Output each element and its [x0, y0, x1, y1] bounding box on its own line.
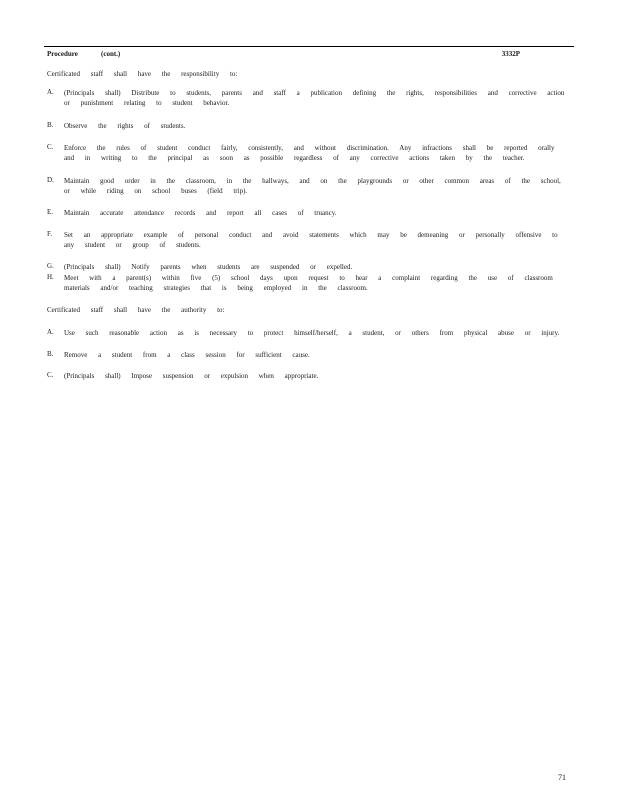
item-label: F. — [47, 230, 53, 238]
item-text: Remove a student from a class session for sufficient cause. — [64, 351, 310, 359]
item-label: A. — [47, 328, 54, 336]
item-label: D. — [47, 176, 54, 184]
item-label: C. — [47, 371, 54, 379]
item-label: G. — [47, 262, 54, 270]
item-text: (Principals shall) Impose suspension or expulsion when appropriate. — [64, 372, 319, 380]
item-text: (Principals shall) Notify parents when students are suspended or expelled. — [64, 263, 353, 271]
header-policy-code: 3332P — [501, 50, 520, 58]
header-procedure: Procedure — [47, 50, 78, 58]
item-label: C. — [47, 143, 54, 151]
item-label: B. — [47, 350, 54, 358]
item-text: Set an appropriate example of personal conduct and avoid statements which may be demeaning or personally offensive to any student or group of students. — [64, 231, 558, 249]
item-label: H. — [47, 273, 54, 281]
item-text: (Principals shall) Distribute to students, parents and staff a publication defining the rights, responsibilities and corrective action or punishment relating to student behavior. — [64, 89, 565, 107]
item-text: Meet with a parent(s) within five (5) school days upon request to hear a complaint regarding the use of classroom materials and/or teaching strategies that is being employed in the classroom. — [64, 274, 553, 292]
section2-intro: Certificated staff shall have the authority to: — [47, 306, 225, 314]
item-text: Maintain good order in the classroom, in the hallways, and on the playgrounds or other common areas of the school, or while riding on school buses (field trip). — [64, 177, 561, 195]
page-header — [47, 50, 574, 60]
item-text: Maintain accurate attendance records and report all cases of truancy. — [64, 209, 337, 217]
header-rule — [44, 46, 574, 47]
header-cont: (cont.) — [101, 50, 121, 58]
item-text: Enforce the rules of student conduct fairly, consistently, and without discrimination. Any infractions shall be reported orally and in writing to the principal as soon as possible regardless of any corrective actions taken by the teacher. — [64, 144, 555, 162]
section1-intro: Certificated staff shall have the responsibility to: — [47, 70, 238, 78]
item-text: Use such reasonable action as is necessary to protect himself/herself, a student, or others from physical abuse or injury. — [64, 329, 560, 337]
item-label: B. — [47, 121, 54, 129]
item-text: Observe the rights of students. — [64, 122, 186, 130]
page-number: 71 — [558, 773, 566, 782]
item-label: A. — [47, 88, 54, 96]
item-label: E. — [47, 208, 54, 216]
